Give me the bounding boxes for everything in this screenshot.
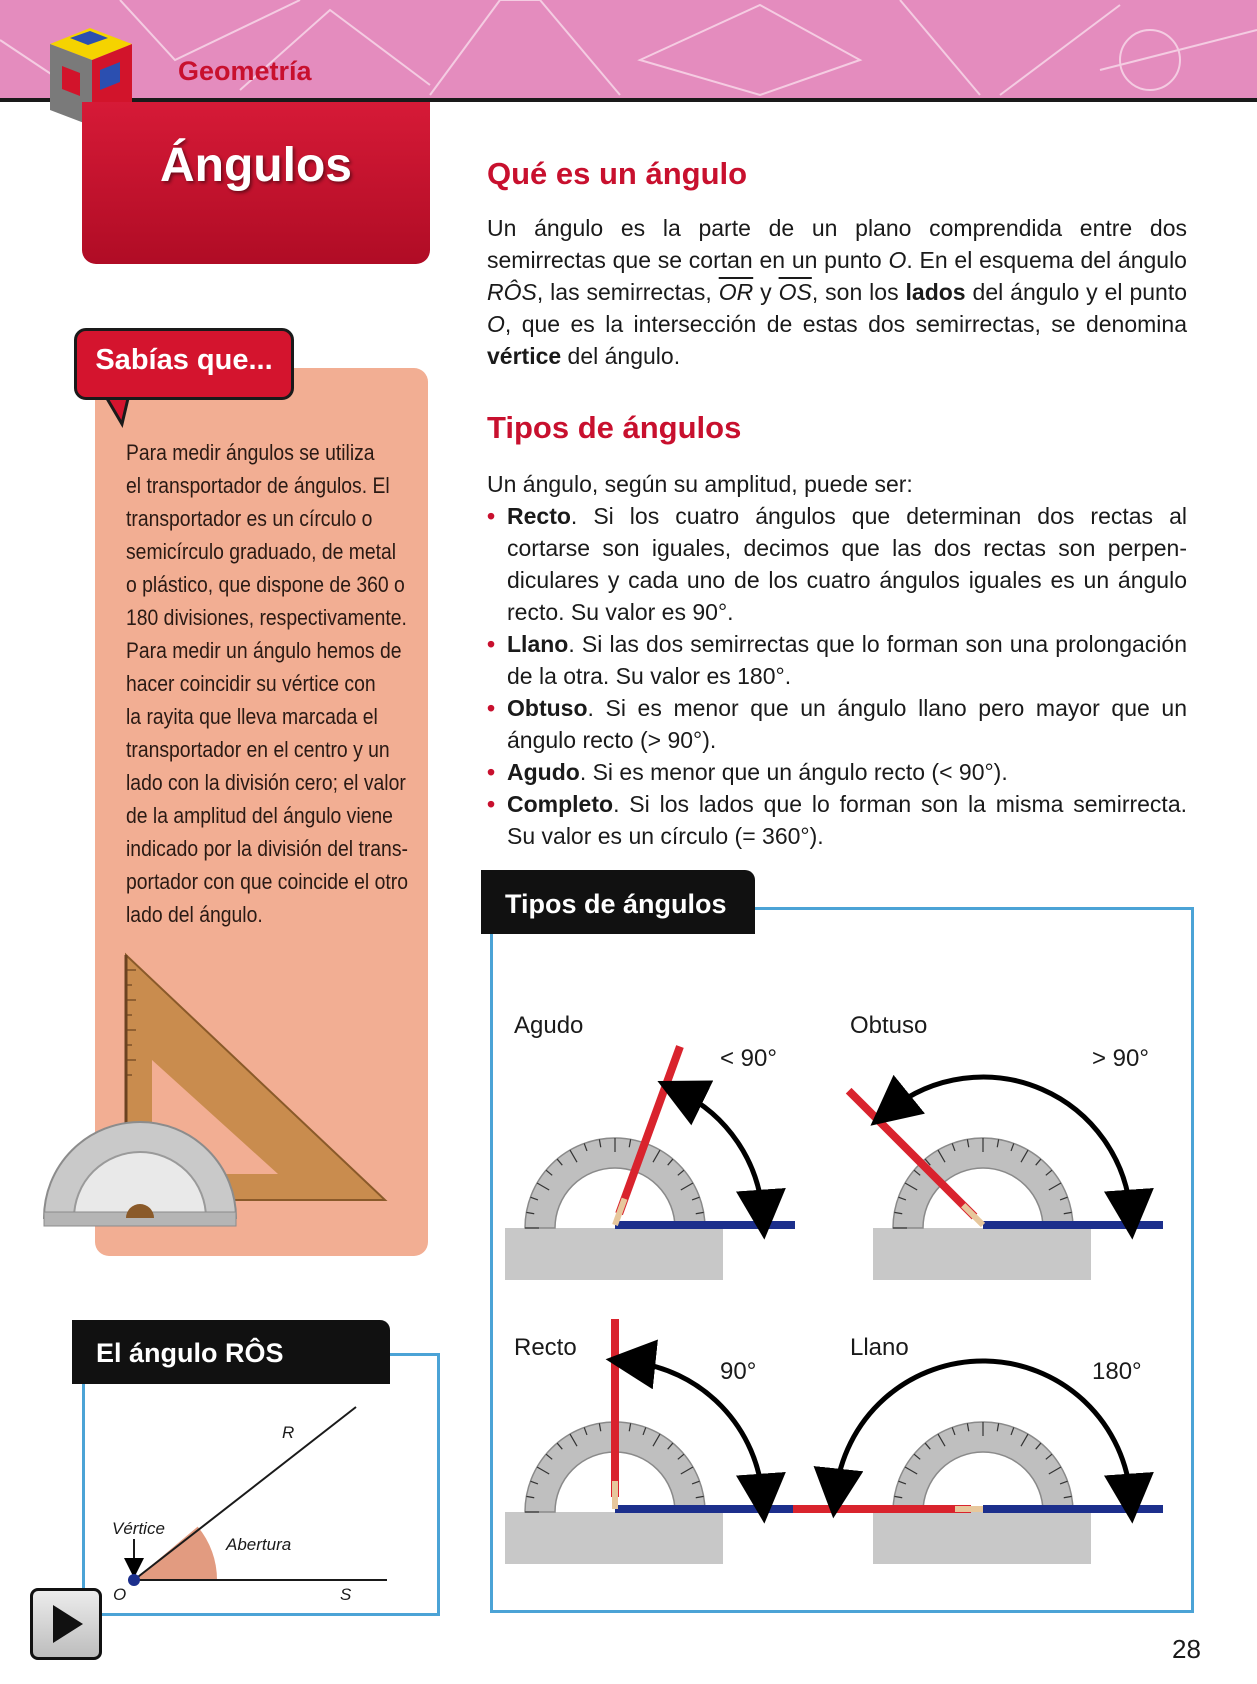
bullet: • bbox=[487, 695, 496, 721]
list-item-term: Llano bbox=[507, 631, 569, 657]
sabias-line: indicado por la división del trans- bbox=[126, 836, 408, 861]
sabias-line: de la amplitud del ángulo viene bbox=[126, 803, 393, 828]
sabias-line: Para medir un ángulo hemos de bbox=[126, 638, 402, 663]
list-item-text: . Si los cuatro ángulos que determinan dos rectas al cortarse son iguales, decimos que las dos rectas son perpendiculares y cada uno de los cuatro ángulos iguales es un ángulo recto. Su valor es 90°. bbox=[507, 503, 1187, 625]
sabias-line: transportador en el centro y un bbox=[126, 737, 390, 762]
text-run: y bbox=[753, 279, 779, 305]
label-vertice: Vértice bbox=[112, 1519, 165, 1538]
list-item-text: . Si es menor que un ángulo recto (< 90°). bbox=[579, 759, 1008, 785]
sabias-line: hacer coincidir su vértice con bbox=[126, 671, 376, 696]
text-run: del ángulo y el punto bbox=[965, 279, 1188, 305]
text-run: del ángulo. bbox=[561, 343, 681, 369]
label-o: O bbox=[113, 1585, 127, 1604]
panel-value-agudo: < 90° bbox=[720, 1045, 777, 1072]
label-r: R bbox=[282, 1423, 295, 1442]
text-run: lados bbox=[905, 279, 966, 305]
text-run: $\overline{OS}$ bbox=[778, 279, 812, 305]
section-label: Geometría bbox=[178, 56, 312, 86]
play-button[interactable] bbox=[30, 1588, 102, 1660]
text-run: . En el esquema del ángulo bbox=[906, 247, 1187, 273]
list-item bbox=[487, 788, 1187, 852]
list-item bbox=[487, 692, 1187, 756]
panel-value-llano: 180° bbox=[1092, 1358, 1142, 1385]
page-title: Ángulos bbox=[160, 139, 352, 192]
bullet: • bbox=[487, 503, 496, 529]
text-run: O bbox=[487, 311, 505, 337]
label-abertura: Abertura bbox=[226, 1535, 292, 1554]
list-item-text: . Si los lados que lo forman son la misma semirrecta. Su valor es un círculo (= 360°). bbox=[507, 791, 1187, 849]
bullet: • bbox=[487, 631, 496, 657]
text-run: , que es la intersección de estas dos semirrectas, se denomina bbox=[504, 311, 1187, 337]
heading-que-es-angulo: Qué es un ángulo bbox=[487, 156, 748, 191]
list-item-term: Agudo bbox=[507, 759, 580, 785]
list-item-term: Recto bbox=[507, 503, 571, 529]
list-item bbox=[487, 756, 1187, 788]
list-item-text: . Si las dos semirrectas que lo forman son una prolongación de la otra. Su valor es 180°. bbox=[507, 631, 1187, 689]
tipos-intro: Un ángulo, según su amplitud, puede ser: bbox=[487, 471, 913, 497]
panel-label-agudo: Agudo bbox=[514, 1012, 584, 1039]
panel-label-obtuso: Obtuso bbox=[850, 1012, 928, 1039]
list-item-term: Completo bbox=[507, 791, 614, 817]
figure-tipos-angulos bbox=[490, 907, 1194, 1613]
panel-label-recto: Recto bbox=[514, 1334, 577, 1361]
text-run: , son los bbox=[811, 279, 906, 305]
sabias-line: portador con que coincide el otro bbox=[126, 869, 408, 894]
sabias-line: 180 divisiones, respectivamente. bbox=[126, 605, 407, 630]
sabias-line: lado con la división cero; el valor bbox=[126, 770, 406, 795]
ros-title: El ángulo RÔS bbox=[96, 1338, 284, 1368]
text-run: vértice bbox=[487, 343, 562, 369]
list-item bbox=[487, 628, 1187, 692]
panel-value-recto: 90° bbox=[720, 1358, 757, 1385]
heading-tipos-angulos: Tipos de ángulos bbox=[487, 410, 742, 445]
bullet: • bbox=[487, 759, 496, 785]
text-run: , las semirrectas, bbox=[536, 279, 719, 305]
text-run: RÔS bbox=[487, 279, 537, 305]
play-icon bbox=[33, 1591, 99, 1657]
sabias-line: el transportador de ángulos. El bbox=[126, 473, 390, 498]
list-item-term: Obtuso bbox=[507, 695, 588, 721]
panel-label-llano: Llano bbox=[850, 1334, 909, 1361]
list-item-text: . Si es menor que un ángulo llano pero mayor que un ángulo recto (> 90°). bbox=[507, 695, 1187, 753]
text-run: Un ángulo es la parte de un plano comprendida entre dos semirrectas que se cortan en un punto bbox=[487, 215, 1187, 273]
sabias-title: Sabías que... bbox=[95, 344, 273, 376]
label-s: S bbox=[340, 1585, 352, 1604]
vertex-point bbox=[128, 1574, 140, 1586]
sabias-line: Para medir ángulos se utiliza bbox=[126, 440, 375, 465]
sabias-line: lado del ángulo. bbox=[126, 902, 263, 927]
tipos-list bbox=[487, 500, 1187, 852]
list-item bbox=[487, 500, 1187, 628]
sabias-line: transportador es un círculo o bbox=[126, 506, 373, 531]
bullet: • bbox=[487, 791, 496, 817]
panel-value-obtuso: > 90° bbox=[1092, 1045, 1149, 1072]
sabias-text bbox=[126, 436, 416, 931]
text-run: O bbox=[888, 247, 907, 273]
sabias-line: la rayita que lleva marcada el bbox=[126, 704, 378, 729]
set-square-protractor-illustration bbox=[40, 950, 400, 1240]
sabias-line: o plástico, que dispone de 360 o bbox=[126, 572, 405, 597]
text-run: $\overline{OR}$ bbox=[718, 279, 754, 305]
ros-angle-diagram bbox=[82, 1353, 434, 1610]
paragraph-que-es-angulo bbox=[487, 212, 1187, 372]
page-number: 28 bbox=[1172, 1634, 1201, 1664]
figure-title: Tipos de ángulos bbox=[505, 889, 727, 919]
sabias-line: semicírculo graduado, de metal bbox=[126, 539, 397, 564]
